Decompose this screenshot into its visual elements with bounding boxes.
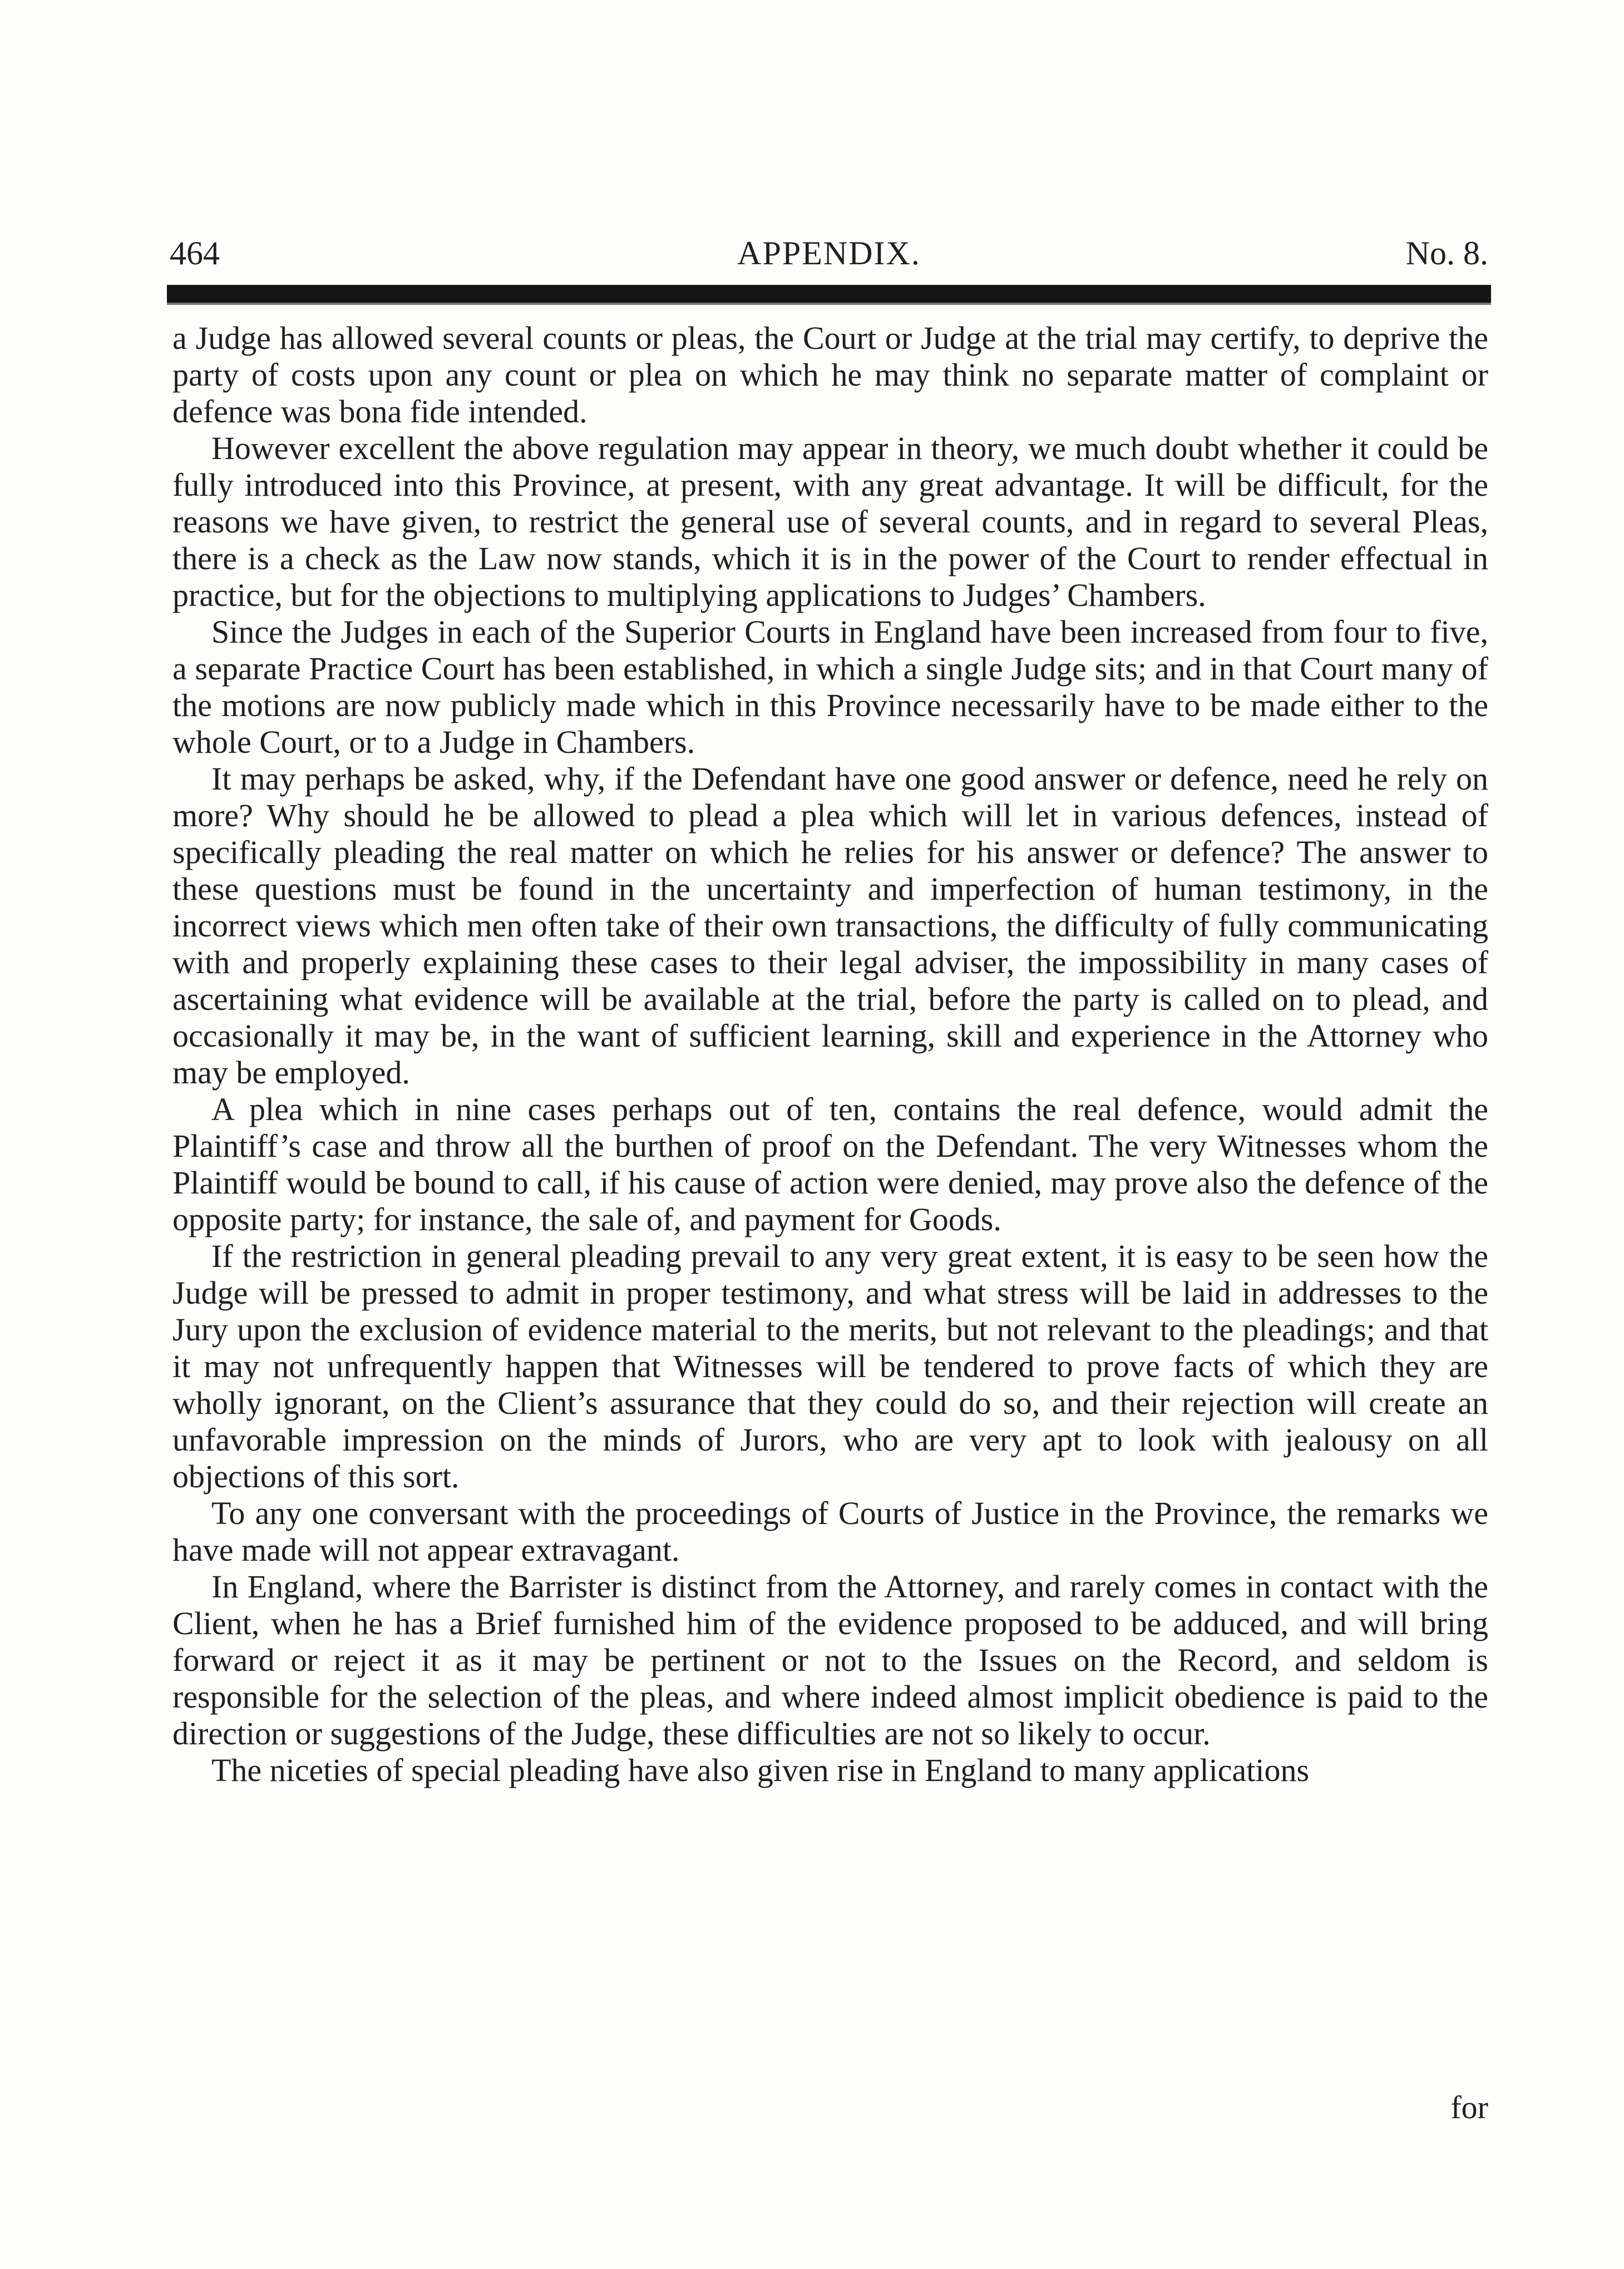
running-title: APPENDIX. [737, 235, 921, 272]
paragraph-plea: A plea which in nine cases perhaps out of ten, contains the real defence, would admit the Plaintiff’s case and throw all the burthen of proof on the Defendant. The very Witnesses whom the Plaintiff would be bound to call, if his cause of action were denied, may prove also the defence of the opposite party; for instance, the sale of, and payment for Goods. [172, 1091, 1488, 1237]
paragraph-regulation: However excellent the above regulation may appear in theory, we much doubt whether it could be fully introduced into this Province, at present, with any great advantage. It will be difficult, for the reasons we have given, to restrict the general use of several counts, and in regard to several Pleas, there is a check as the Law now stands, which it is in the power of the Court to render effectual in practice, but for the objections to multiplying applications to Judges’ Chambers. [172, 430, 1488, 613]
paragraph-restriction: If the restriction in general pleading prevail to any very great extent, it is easy to be seen how the Judge will be pressed to admit in proper testimony, and what stress will be laid in addresses to the Jury upon the exclusion of evidence material to the merits, but not relevant to the pleadings; and that it may not unfrequently happen that Witnesses will be tendered to prove facts of which they are wholly ignorant, on the Client’s assurance that they could do so, and their rejection will create an unfavorable impression on the minds of Jurors, who are very apt to look with jealousy on all objections of this sort. [172, 1238, 1488, 1494]
body-text [172, 320, 1488, 1789]
paragraph-england-barrister: In England, where the Barrister is distinct from the Attorney, and rarely comes in contact with the Client, when he has a Brief furnished him of the evidence proposed to be adduced, and will bring forward or reject it as it may be pertinent or not to the Issues on the Record, and seldom is responsible for the selection of the pleas, and where indeed almost implicit obedience is paid to the direction or suggestions of the Judge, these difficulties are not so likely to occur. [172, 1568, 1488, 1752]
running-head [170, 228, 1488, 278]
document-number: No. 8. [1405, 235, 1488, 272]
paragraph-special-pleading: The niceties of special pleading have also given rise in England to many applications [211, 1752, 1310, 1788]
header-rule [167, 285, 1491, 305]
paragraph-conversant: To any one conversant with the proceedings of Courts of Justice in the Province, the remarks we have made will not appear extravagant. [172, 1495, 1488, 1568]
paragraph-continuation: a Judge has allowed several counts or pleas, the Court or Judge at the trial may certify, to deprive the party of costs upon any count or plea on which he may think no separate matter of complaint or defence was bona fide intended. [172, 320, 1488, 430]
paragraph-defendant-question: It may perhaps be asked, why, if the Defendant have one good answer or defence, need he rely on more? Why should he be allowed to plead a plea which will let in various defences, instead of specifically pleading the real matter on which he relies for his answer or defence? The answer to these questions must be found in the uncertainty and imperfection of human testimony, in the incorrect views which men often take of their own transactions, the difficulty of fully communicating with and properly explaining these cases to their legal adviser, the impossibility in many cases of ascertaining what evidence will be available at the trial, before the party is called on to plead, and occasionally it may be, in the want of sufficient learning, skill and experience in the Attorney who may be employed. [172, 761, 1488, 1091]
catchword: for [1450, 2089, 1488, 2125]
page-number: 464 [170, 235, 220, 272]
paragraph-practice-court: Since the Judges in each of the Superior Courts in England have been increased from four to five, a separate Practice Court has been established, in which a single Judge sits; and in that Court many of the motions are now publicly made which in this Province necessarily have to be made either to the whole Court, or to a Judge in Chambers. [172, 614, 1488, 760]
